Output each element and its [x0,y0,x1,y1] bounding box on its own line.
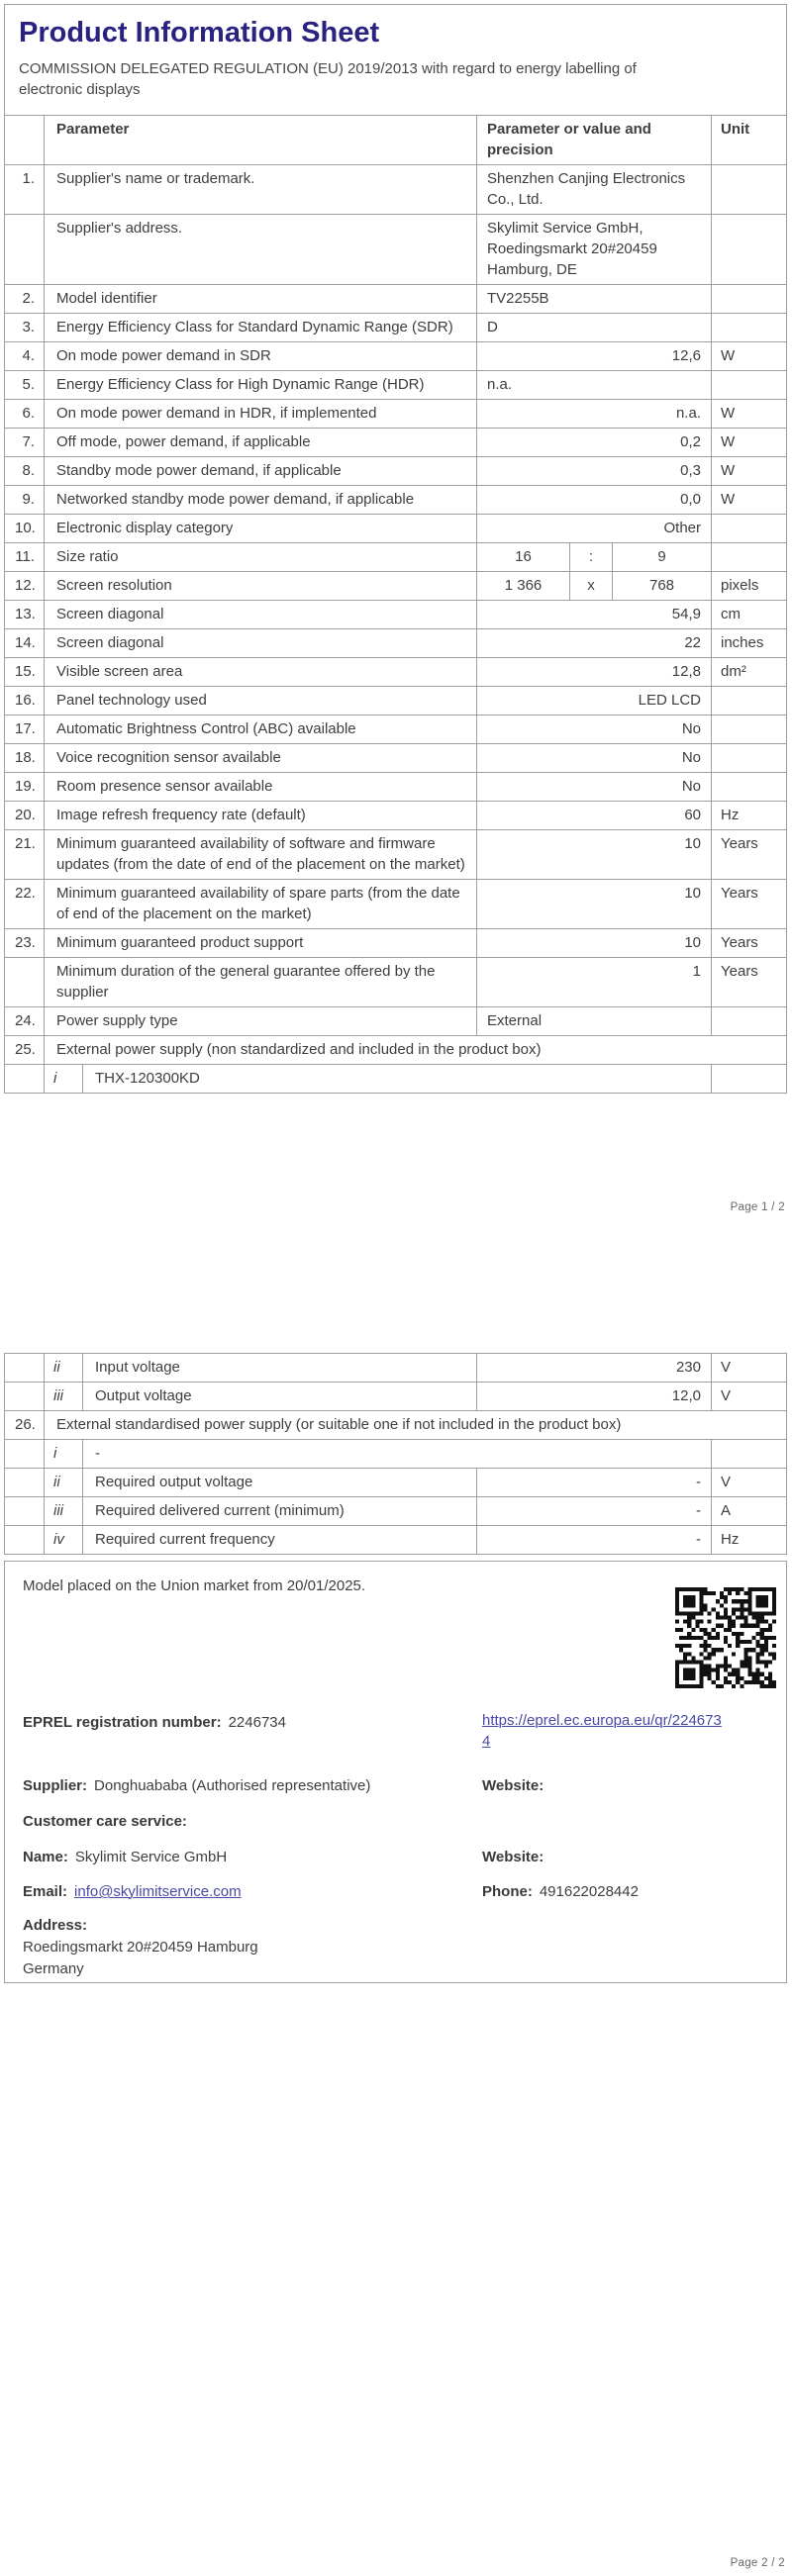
unit-cell: W [721,433,736,450]
table-row [5,284,786,313]
unit-cell: pixels [721,577,759,594]
name-row [23,1847,227,1867]
table-row [5,1525,786,1554]
unit-cell [712,285,786,313]
unit-cell: V [721,1359,732,1376]
eprel-link[interactable]: https://eprel.ec.europa.eu/qr/2246734 [482,1712,722,1750]
value-cell: 10 [477,880,712,928]
row-number-cell: 25. [5,1036,45,1064]
value-separator-cell: x [570,572,613,600]
table-row [5,214,786,284]
title-block [5,5,786,116]
table-rows-page1 [5,116,786,1093]
value-cell: External [477,1007,712,1035]
parameter-cell: Minimum guaranteed availability of spare parts (from the date of end of the placement on the market) [45,880,477,928]
unit-cell: Years [721,835,758,852]
phone-value: 491622028442 [539,1883,639,1900]
table-row [5,657,786,686]
value-cell: 10 [477,929,712,957]
value-cell: - [477,1497,712,1525]
table-row [5,1468,786,1496]
table-row [5,879,786,928]
row-number-cell: 20. [5,802,45,829]
parameter-cell: Room presence sensor available [45,773,477,801]
table-row [5,715,786,743]
row-number-cell: 5. [5,371,45,399]
row-number-cell: 9. [5,486,45,514]
row-number-cell: 23. [5,929,45,957]
value-cell: 0,0 [477,486,712,514]
sub-parameter-cell: Required current frequency [83,1526,477,1554]
sub-parameter-wide-cell: - [83,1440,712,1468]
row-number-cell: 21. [5,830,45,879]
value-cell: 54,9 [477,601,712,628]
email-label: Email: [23,1883,68,1900]
table-row [5,686,786,715]
address-label-row [23,1915,94,1936]
parameter-cell: Image refresh frequency rate (default) [45,802,477,829]
customer-care-label: Customer care service: [23,1813,187,1830]
unit-cell: W [721,462,736,479]
page-marker-2: Page 2 / 2 [730,2557,785,2569]
table-row [5,456,786,485]
unit-cell [712,165,786,214]
table-rows-page2 [5,1354,786,1554]
table-row [5,1006,786,1035]
website-label-2: Website: [482,1849,544,1865]
page-title: Product Information Sheet [19,17,380,48]
value-cell: No [477,773,712,801]
table-header-row [5,116,786,164]
table-row [5,928,786,957]
value-cell: Skylimit Service GmbH, Roedingsmarkt 20#20459 Hamburg, DE [477,215,712,284]
page-marker-1: Page 1 / 2 [730,1201,785,1213]
row-number-cell [5,215,45,284]
parameter-cell: Supplier's address. [45,215,477,284]
unit-cell [712,543,786,571]
row-number-cell: 24. [5,1007,45,1035]
parameter-cell: Power supply type [45,1007,477,1035]
row-number-cell [5,1469,45,1496]
sub-parameter-cell: Required output voltage [83,1469,477,1496]
table-row [5,1035,786,1064]
row-number-cell: 17. [5,716,45,743]
value-cell: 0,3 [477,457,712,485]
table-row [5,571,786,600]
unit-cell [712,1065,786,1093]
parameter-cell: Panel technology used [45,687,477,715]
name-value: Skylimit Service GmbH [74,1849,228,1865]
sub-parameter-cell: Output voltage [83,1383,477,1410]
table-row [5,957,786,1006]
parameter-cell: Minimum guaranteed product support [45,929,477,957]
parameter-cell: Electronic display category [45,515,477,542]
value-cell: TV2255B [477,285,712,313]
roman-index-cell: i [45,1065,83,1093]
regulation-subtitle: COMMISSION DELEGATED REGULATION (EU) 2019/2013 with regard to energy labelling of electronic displays [19,60,637,98]
unit-cell [712,773,786,801]
unit-cell [712,515,786,542]
parameter-cell: Size ratio [45,543,477,571]
address-line-1: Roedingsmarkt 20#20459 Hamburg [23,1939,258,1956]
row-number-cell: 1. [5,165,45,214]
table-row [5,1064,786,1093]
value-separator-cell: : [570,543,613,571]
row-number-cell: 14. [5,629,45,657]
row-number-cell [5,1065,45,1093]
customer-care-heading [23,1811,194,1832]
unit-cell: dm² [721,663,746,680]
table-row [5,1496,786,1525]
unit-cell: Hz [721,807,740,823]
table-row [5,399,786,428]
parameter-cell: Screen diagonal [45,601,477,628]
value-cell: n.a. [477,400,712,428]
row-number-cell: 2. [5,285,45,313]
unit-cell: Hz [721,1531,740,1548]
row-number-cell: 7. [5,429,45,456]
unit-cell: A [721,1502,732,1519]
row-number-cell: 6. [5,400,45,428]
unit-cell [712,716,786,743]
value-part-cell: 1 366 [477,572,570,600]
row-number-cell: 10. [5,515,45,542]
row-number-cell: 13. [5,601,45,628]
parameter-cell: On mode power demand in SDR [45,342,477,370]
value-cell: 22 [477,629,712,657]
row-number-cell: 18. [5,744,45,772]
value-cell: No [477,716,712,743]
eprel-link-wrap [482,1710,722,1752]
unit-cell: Years [721,885,758,902]
parameter-cell: Minimum guaranteed availability of software and firmware updates (from the date of end of the placement on the market) [45,830,477,879]
unit-cell: V [721,1474,732,1490]
table-row [5,370,786,399]
unit-cell [712,314,786,341]
roman-index-cell: iii [45,1383,83,1410]
unit-cell: Years [721,963,758,980]
table-row [5,829,786,879]
unit-cell: inches [721,634,764,651]
product-information-table-page2 [4,1353,787,1555]
table-row [5,1410,786,1439]
row-number-cell [5,1354,45,1382]
parameter-cell: Model identifier [45,285,477,313]
parameter-cell: Networked standby mode power demand, if applicable [45,486,477,514]
row-number-cell: 26. [5,1411,45,1439]
value-cell: 10 [477,830,712,879]
table-row [5,341,786,370]
table-row [5,542,786,571]
value-part-cell: 768 [613,572,712,600]
header-value-cell: Parameter or value and precision [477,116,712,164]
row-number-cell [5,1526,45,1554]
value-cell: n.a. [477,371,712,399]
value-cell: - [477,1469,712,1496]
value-cell: 12,0 [477,1383,712,1410]
row-number-cell [5,958,45,1006]
parameter-cell: Screen diagonal [45,629,477,657]
table-row [5,164,786,214]
row-number-cell [5,1383,45,1410]
eprel-registration-row [23,1712,286,1733]
supplier-value: Donghuababa (Authorised representative) [94,1777,371,1794]
unit-cell: W [721,491,736,508]
row-number-cell [5,1497,45,1525]
roman-index-cell: i [45,1440,83,1468]
sub-parameter-wide-cell: THX-120300KD [83,1065,712,1093]
value-cell: - [477,1526,712,1554]
table-row [5,801,786,829]
row-number-cell: 15. [5,658,45,686]
row-number-cell [5,1440,45,1468]
parameter-cell: Visible screen area [45,658,477,686]
phone-label: Phone: [482,1883,533,1900]
unit-cell: V [721,1387,732,1404]
parameter-cell: Voice recognition sensor available [45,744,477,772]
table-row [5,1382,786,1410]
unit-cell: cm [721,606,741,622]
website-row-1 [482,1775,550,1796]
parameter-cell: On mode power demand in HDR, if implemented [45,400,477,428]
unit-cell: W [721,405,736,422]
header-number-cell [5,116,45,164]
header-unit-cell: Unit [721,121,750,138]
qr-code-icon [675,1587,776,1688]
value-cell: No [477,744,712,772]
row-number-cell: 4. [5,342,45,370]
email-link[interactable]: info@skylimitservice.com [74,1883,242,1900]
eprel-label: EPREL registration number: [23,1714,222,1731]
parameter-span-cell: External power supply (non standardized and included in the product box) [56,1041,542,1058]
sub-parameter-cell: Input voltage [83,1354,477,1382]
table-row [5,743,786,772]
value-cell: 12,6 [477,342,712,370]
value-cell: 230 [477,1354,712,1382]
row-number-cell: 12. [5,572,45,600]
parameter-cell: Minimum duration of the general guarantee offered by the supplier [45,958,477,1006]
parameter-cell: Automatic Brightness Control (ABC) available [45,716,477,743]
website-row-2 [482,1847,550,1867]
parameter-span-cell: External standardised power supply (or suitable one if not included in the product box) [56,1416,622,1433]
table-row [5,485,786,514]
supplier-row [23,1775,370,1796]
unit-cell [712,744,786,772]
unit-cell: Years [721,934,758,951]
value-cell: D [477,314,712,341]
row-number-cell: 22. [5,880,45,928]
value-cell: LED LCD [477,687,712,715]
parameter-cell: Standby mode power demand, if applicable [45,457,477,485]
union-market-text: Model placed on the Union market from 20/01/2025. [23,1577,366,1594]
table-row [5,628,786,657]
phone-row [482,1881,639,1902]
unit-cell [712,687,786,715]
row-number-cell: 3. [5,314,45,341]
roman-index-cell: ii [45,1469,83,1496]
value-cell: Other [477,515,712,542]
parameter-cell: Supplier's name or trademark. [45,165,477,214]
parameter-cell: Energy Efficiency Class for Standard Dynamic Range (SDR) [45,314,477,341]
value-part-cell: 9 [613,543,712,571]
eprel-value: 2246734 [228,1714,286,1731]
table-row [5,428,786,456]
supplier-label: Supplier: [23,1777,88,1794]
supplier-info-box [4,1561,787,1983]
table-row [5,514,786,542]
header-parameter-cell: Parameter [45,116,477,164]
sub-parameter-cell: Required delivered current (minimum) [83,1497,477,1525]
parameter-cell: Energy Efficiency Class for High Dynamic Range (HDR) [45,371,477,399]
unit-cell: W [721,347,736,364]
unit-cell [712,1440,786,1468]
name-label: Name: [23,1849,68,1865]
table-row [5,600,786,628]
value-cell: Shenzhen Canjing Electronics Co., Ltd. [477,165,712,214]
website-label-1: Website: [482,1777,544,1794]
roman-index-cell: iv [45,1526,83,1554]
value-cell: 12,8 [477,658,712,686]
email-row [23,1881,242,1902]
table-row [5,1354,786,1382]
unit-cell [712,1007,786,1035]
row-number-cell: 19. [5,773,45,801]
table-row [5,1439,786,1468]
value-part-cell: 16 [477,543,570,571]
parameter-cell: Off mode, power demand, if applicable [45,429,477,456]
product-information-table-page1 [4,4,787,1094]
roman-index-cell: iii [45,1497,83,1525]
address-label: Address: [23,1917,88,1934]
table-row [5,772,786,801]
unit-cell [712,371,786,399]
roman-index-cell: ii [45,1354,83,1382]
unit-cell [712,215,786,284]
row-number-cell: 8. [5,457,45,485]
row-number-cell: 16. [5,687,45,715]
address-line-2: Germany [23,1960,84,1977]
value-cell: 1 [477,958,712,1006]
parameter-cell: Screen resolution [45,572,477,600]
row-number-cell: 11. [5,543,45,571]
table-row [5,313,786,341]
value-cell: 60 [477,802,712,829]
value-cell: 0,2 [477,429,712,456]
